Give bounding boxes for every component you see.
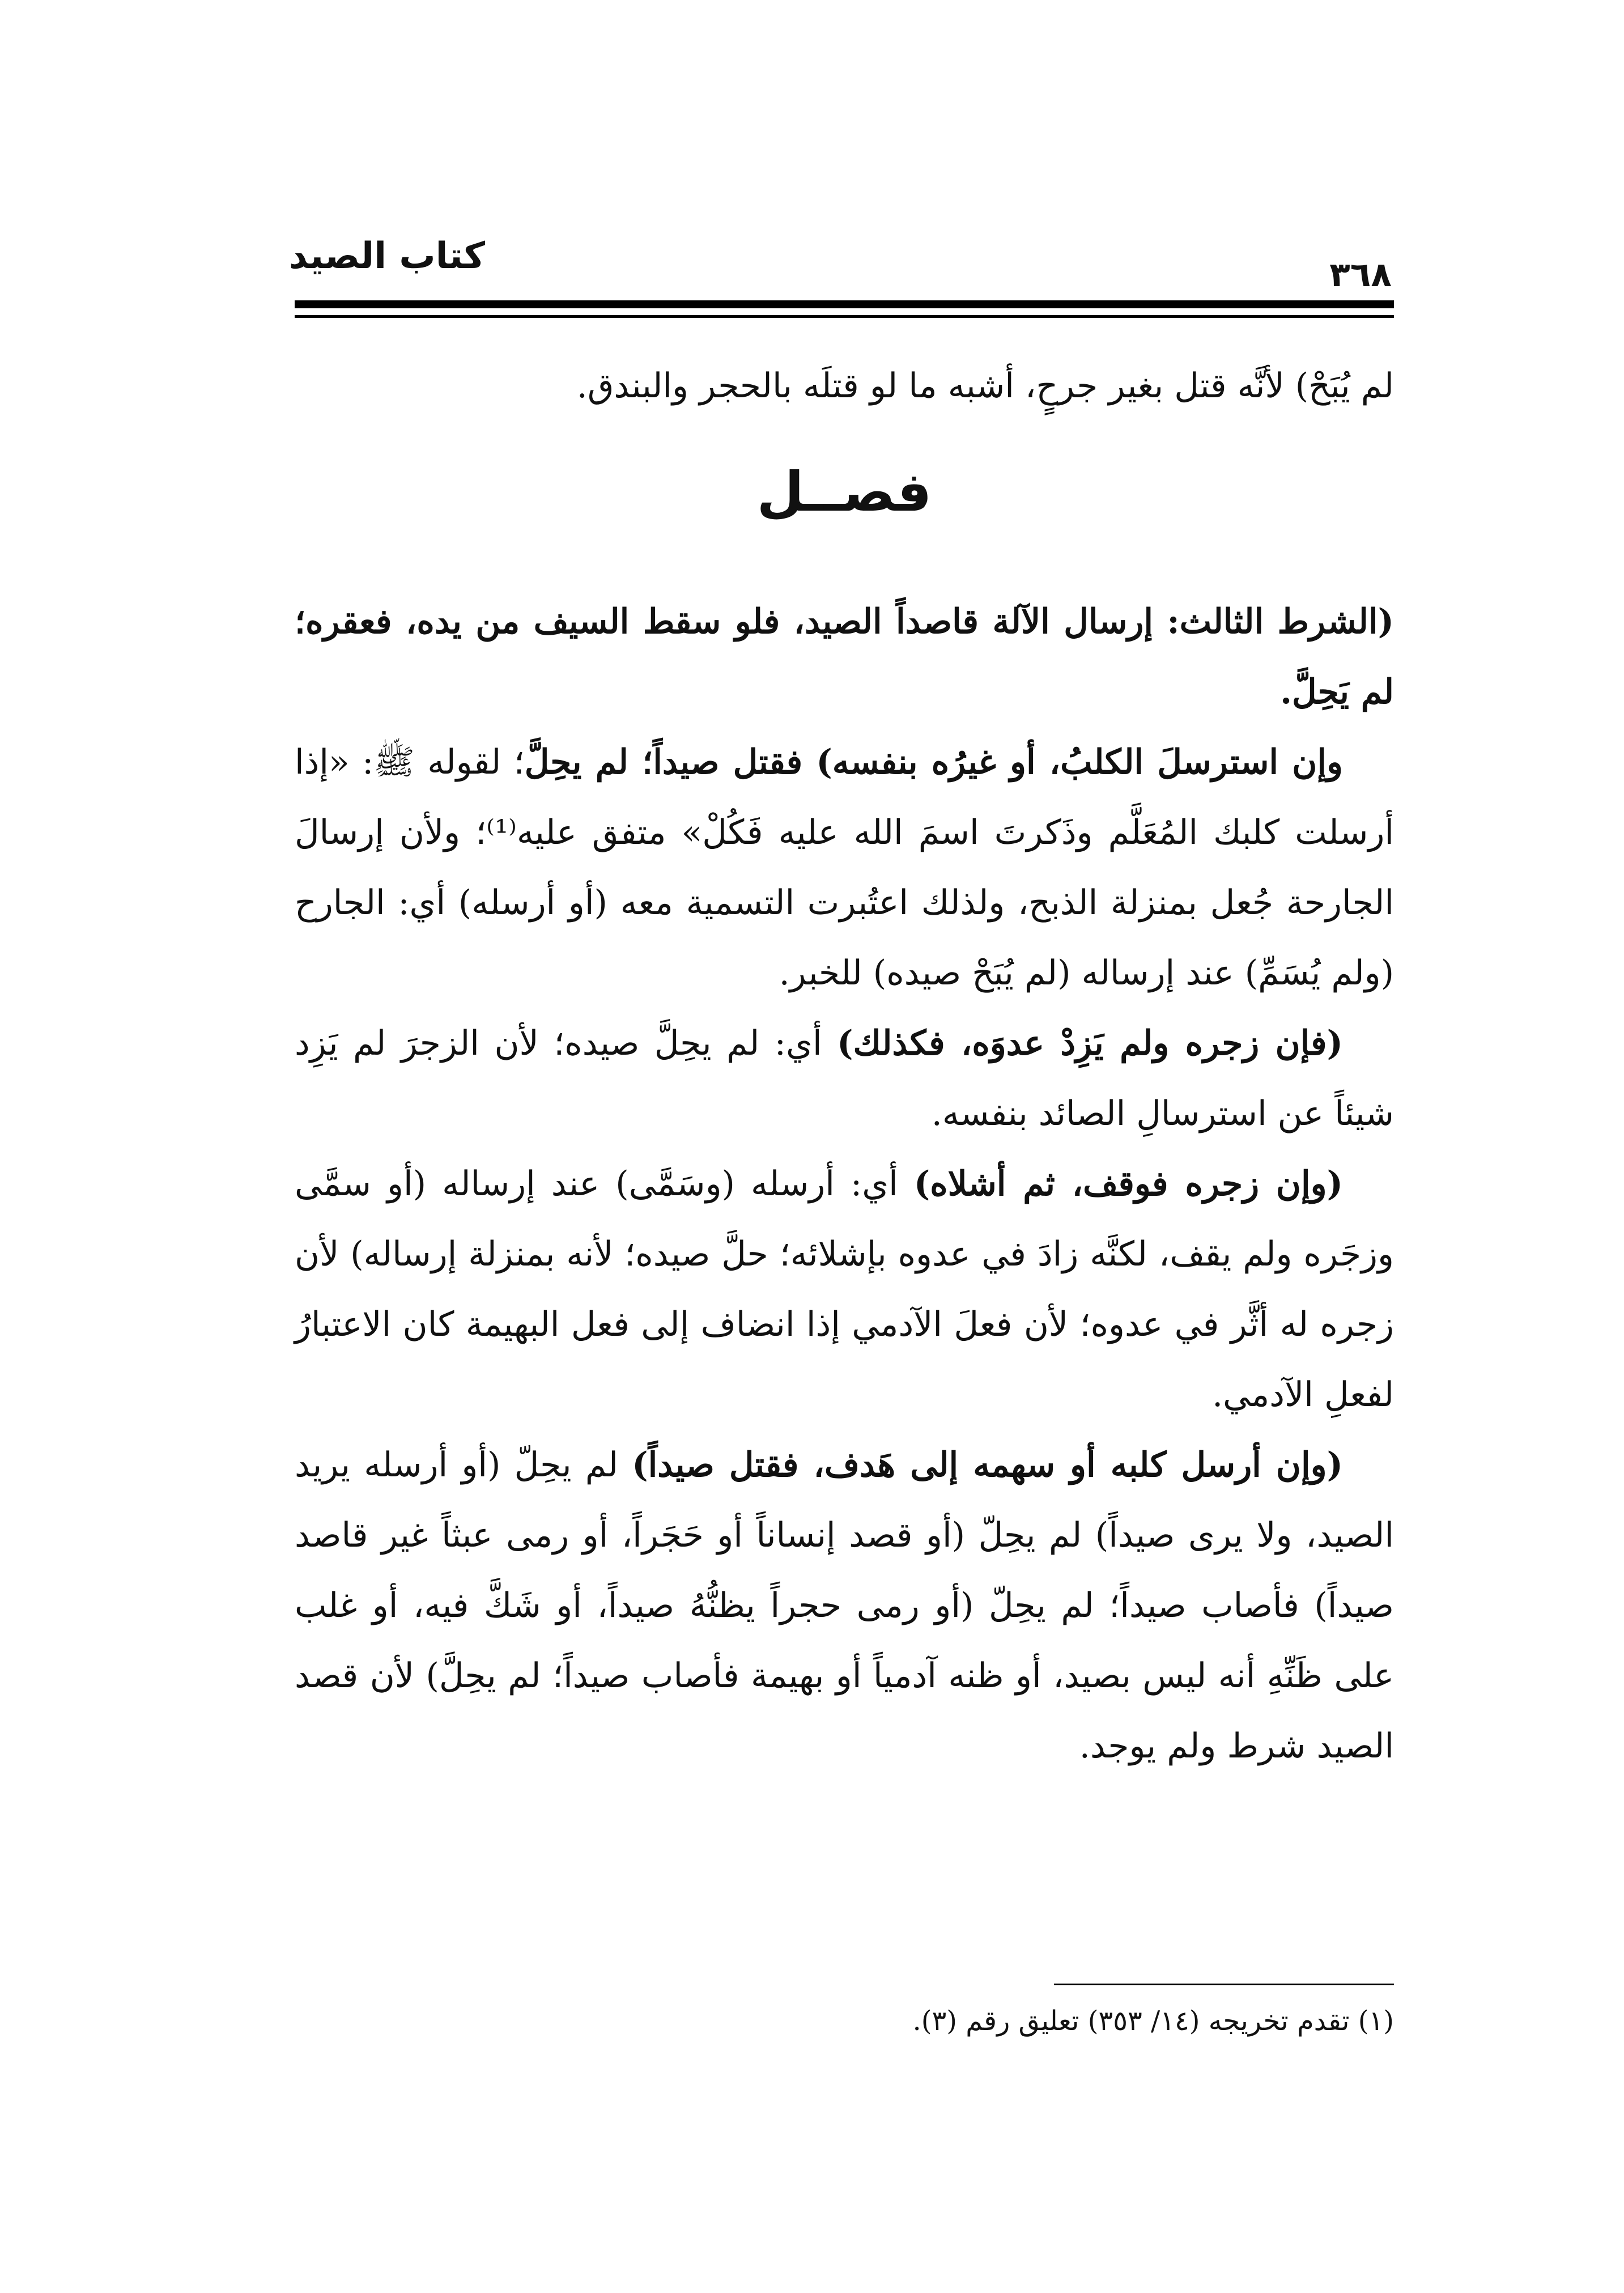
paragraph-1-bold: (الشرط الثالث: إرسال الآلة قاصداً الصيد، فلو سقط السيف من يده، فعقره؛ لم يَحِلَّ. (295, 602, 1394, 712)
paragraph-1 (295, 587, 1394, 727)
header-rule-thick (295, 300, 1394, 308)
main-text (295, 587, 1394, 1781)
paragraph-2-bold: وإن استرسلَ الكلبُ، أو غيرُه بنفسه) فقتل صيداً؛ لم يحِلَّ (524, 742, 1343, 782)
paragraph-3-bold: (فإن زجره ولم يَزِدْ عدوَه، فكذلك) (837, 1024, 1343, 1063)
paragraph-3-text: أي: لم يحِلَّ صيده؛ لأن الزجرَ لم يَزِد شيئاً عن استرسالِ الصائد بنفسه. (295, 1024, 1394, 1133)
paragraph-4-text: أي: أرسله (وسَمَّى) عند إرساله (أو سمَّى وزجَره ولم يقف، لكنَّه زادَ في عدوه بإشلائه؛ حلَّ صيده؛ لأنه بمنزلة إرساله) لأن زجره له أثَّر في عدوه؛ لأن فعلَ الآدمي إذا انضاف إلى فعل البهيمة كان الاعتبارُ لفعلِ الآدمي. (295, 1164, 1394, 1415)
page-number: ٣٦٨ (1329, 255, 1392, 295)
paragraph-3 (295, 1008, 1394, 1149)
paragraph-4 (295, 1149, 1394, 1430)
paragraph-5-text: لم يحِلّ (أو أرسله يريد الصيد، ولا يرى صيداً) لم يحِلّ (أو قصد إنساناً أو حَجَراً، أو رمى عبثاً غير قاصد صيداً) فأصاب صيداً؛ لم يحِلّ (أو رمى حجراً يظنُّهُ صيداً، أو شَكَّ فيه، أو غلب على ظَنِّهِ أنه ليس بصيد، أو ظنه آدمياً أو بهيمة فأصاب صيداً؛ لم يحِلَّ) لأن قصد الصيد شرط ولم يوجد. (295, 1445, 1394, 1766)
paragraph-4-bold: (وإن زجره فوقف، ثم أشلاه) (913, 1164, 1343, 1204)
running-header-title: كتاب الصيد (288, 235, 485, 277)
paragraph-2-text: ؛ لقوله ﷺ: «إذا أرسلت كلبك المُعَلَّم وذَكرتَ اسمَ الله عليه فَكُلْ» متفق عليه⁽¹⁾؛ ولأن إرسالَ الجارحة جُعل بمنزلة الذبح، ولذلك اعتُبرت التسمية معه (أو أرسله) أي: الجارح (ولم يُسَمِّ) عند إرساله (لم يُبَحْ صيده) للخبر. (295, 742, 1394, 993)
footnote: (١) تقدم تخريجه (١٤/ ٣٥٣) تعليق رقم (٣). (912, 2005, 1394, 2037)
paragraph-5 (295, 1430, 1394, 1781)
footnote-rule (1054, 1984, 1394, 1985)
paragraph-5-bold: (وإن أرسل كلبه أو سهمه إلى هَدف، فقتل صيداً) (632, 1445, 1343, 1485)
opening-line-block (295, 351, 1394, 421)
header-rule-thin (295, 315, 1394, 318)
section-title: فصــل (756, 460, 932, 524)
opening-line: لم يُبَحْ) لأنَّه قتل بغير جرحٍ، أشبه ما لو قتلَه بالحجر والبندق. (576, 366, 1394, 406)
paragraph-2 (295, 727, 1394, 1008)
